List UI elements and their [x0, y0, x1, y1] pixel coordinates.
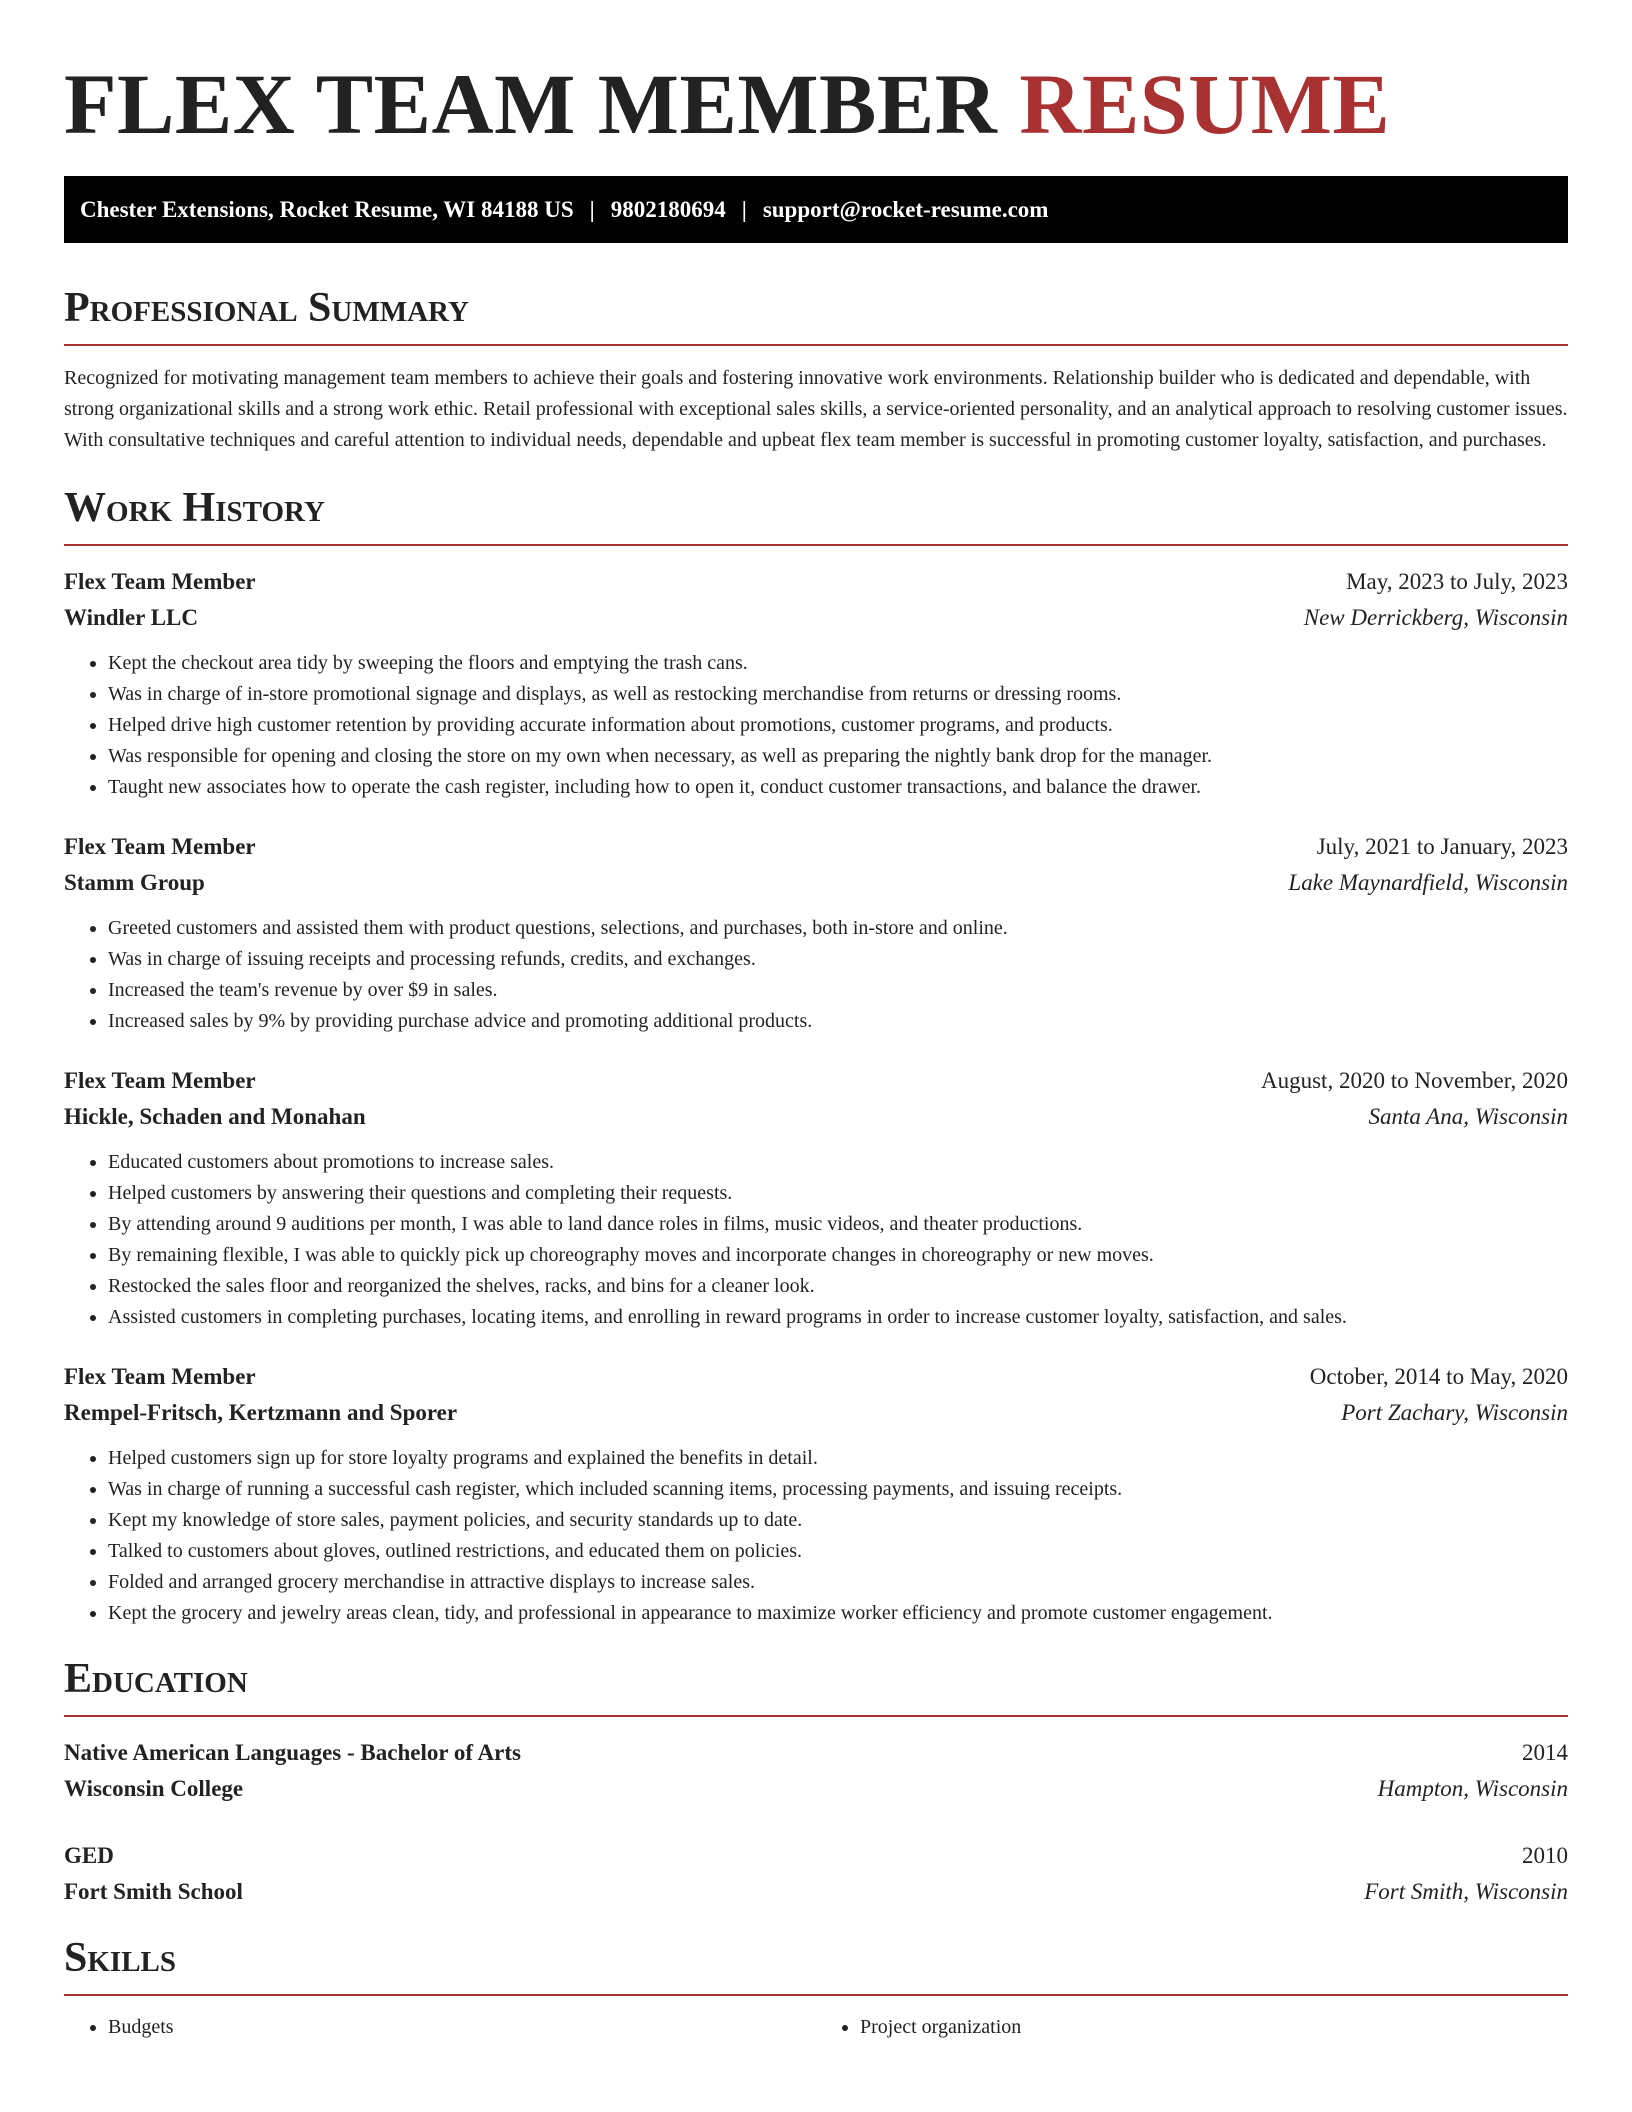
education-school: Wisconsin College	[64, 1776, 244, 1801]
education-section	[64, 1655, 1568, 1910]
job-bullet: • By remaining flexible, I was able to quickly pick up choreography moves and incorporate changes in choreography or new moves.	[108, 1240, 1568, 1271]
section-heading-education: Education	[64, 1656, 248, 1702]
education-school: Fort Smith School	[64, 1879, 243, 1904]
job-dates: October, 2014 to May, 2020	[1309, 1364, 1568, 1389]
job-entry	[64, 829, 1568, 1037]
job-bullet: • Helped customers sign up for store loyalty programs and explained the benefits in detail.	[108, 1443, 1568, 1474]
education-year: 2014	[1522, 1740, 1568, 1765]
section-divider	[64, 344, 1568, 346]
job-company: Stamm Group	[64, 870, 205, 895]
job-location: Lake Maynardfield, Wisconsin	[1288, 870, 1568, 895]
contact-bar	[64, 176, 1568, 243]
job-location: Santa Ana, Wisconsin	[1368, 1104, 1568, 1129]
contact-email: support@rocket-resume.com	[762, 196, 1049, 222]
job-bullet: • Taught new associates how to operate the cash register, including how to open it, conduct customer transactions, and balance the drawer.	[108, 772, 1568, 803]
contact-separator: |	[741, 196, 747, 222]
job-bullet: • Kept my knowledge of store sales, payment policies, and security standards up to date.	[108, 1505, 1568, 1536]
job-title: Flex Team Member	[64, 1364, 256, 1389]
job-bullet: • Was in charge of issuing receipts and processing refunds, credits, and exchanges.	[108, 944, 1568, 975]
job-bullet: • Kept the grocery and jewelry areas clean, tidy, and professional in appearance to maximize worker efficiency and promote customer engagement.	[108, 1598, 1568, 1629]
job-location: New Derrickberg, Wisconsin	[1303, 605, 1568, 630]
contact-address: Chester Extensions, Rocket Resume, WI 84188 US	[80, 196, 574, 222]
job-company: Hickle, Schaden and Monahan	[64, 1104, 366, 1129]
job-bullet: • Increased sales by 9% by providing purchase advice and promoting additional products.	[108, 1006, 1568, 1037]
job-entry	[64, 1359, 1568, 1629]
job-company: Windler LLC	[64, 605, 198, 630]
resume-title	[64, 0, 1568, 152]
skills-column-left	[64, 2012, 816, 2042]
job-bullet: • Assisted customers in completing purchases, locating items, and enrolling in reward programs in order to increase customer loyalty, satisfaction, and sales.	[108, 1302, 1568, 1333]
skill-item: • Budgets	[108, 2012, 816, 2042]
job-bullet: • Was in charge of running a successful cash register, which included scanning items, processing payments, and issuing receipts.	[108, 1474, 1568, 1505]
education-degree: Native American Languages - Bachelor of Arts	[64, 1740, 521, 1765]
contact-separator: |	[589, 196, 595, 222]
job-bullet: • Kept the checkout area tidy by sweeping the floors and emptying the trash cans.	[108, 648, 1568, 679]
skills-section	[64, 1934, 1568, 2042]
job-bullet: • By attending around 9 auditions per month, I was able to land dance roles in films, music videos, and theater productions.	[108, 1209, 1568, 1240]
job-bullet: • Helped drive high customer retention by providing accurate information about promotions, customer programs, and products.	[108, 710, 1568, 741]
job-bullets	[64, 1147, 1568, 1333]
skills-column-right	[816, 2012, 1568, 2042]
skill-item: • Project organization	[860, 2012, 1568, 2042]
section-heading-work-history: Work History	[64, 485, 325, 531]
job-bullet: • Folded and arranged grocery merchandise in attractive displays to increase sales.	[108, 1567, 1568, 1598]
job-bullet: • Helped customers by answering their questions and completing their requests.	[108, 1178, 1568, 1209]
job-bullet: • Restocked the sales floor and reorganized the shelves, racks, and bins for a cleaner look.	[108, 1271, 1568, 1302]
job-bullet: • Increased the team's revenue by over $9 in sales.	[108, 975, 1568, 1006]
contact-phone: 9802180694	[610, 196, 726, 222]
job-entry	[64, 564, 1568, 803]
job-bullet: • Was in charge of in-store promotional signage and displays, as well as restocking merchandise from returns or dressing rooms.	[108, 679, 1568, 710]
job-bullets	[64, 913, 1568, 1037]
job-bullet: • Was responsible for opening and closing the store on my own when necessary, as well as preparing the nightly bank drop for the manager.	[108, 741, 1568, 772]
job-dates: May, 2023 to July, 2023	[1346, 569, 1568, 594]
job-dates: August, 2020 to November, 2020	[1261, 1068, 1568, 1093]
section-heading-summary: Professional Summary	[64, 285, 469, 331]
section-divider	[64, 1994, 1568, 1996]
section-divider	[64, 544, 1568, 546]
job-bullet: • Talked to customers about gloves, outlined restrictions, and educated them on policies.	[108, 1536, 1568, 1567]
job-bullets	[64, 1443, 1568, 1629]
job-entry	[64, 1063, 1568, 1333]
job-bullet: • Greeted customers and assisted them with product questions, selections, and purchases, both in-store and online.	[108, 913, 1568, 944]
section-divider	[64, 1715, 1568, 1717]
skills-list	[64, 2012, 1568, 2042]
title-accent: RESUME	[1019, 56, 1391, 152]
job-bullets	[64, 648, 1568, 803]
summary-section	[64, 284, 1568, 456]
education-location: Fort Smith, Wisconsin	[1364, 1879, 1568, 1904]
job-title: Flex Team Member	[64, 1068, 256, 1093]
section-heading-skills: Skills	[64, 1935, 177, 1981]
job-title: Flex Team Member	[64, 569, 256, 594]
education-location: Hampton, Wisconsin	[1377, 1776, 1568, 1801]
job-dates: July, 2021 to January, 2023	[1316, 834, 1568, 859]
education-year: 2010	[1522, 1843, 1568, 1868]
work-history-section	[64, 484, 1568, 1629]
education-entry	[64, 1838, 1568, 1910]
title-main: FLEX TEAM MEMBER	[64, 56, 998, 152]
job-company: Rempel-Fritsch, Kertzmann and Sporer	[64, 1400, 458, 1425]
education-entry	[64, 1735, 1568, 1807]
education-degree: GED	[64, 1843, 114, 1868]
job-bullet: • Educated customers about promotions to increase sales.	[108, 1147, 1568, 1178]
job-title: Flex Team Member	[64, 834, 256, 859]
job-location: Port Zachary, Wisconsin	[1341, 1400, 1568, 1425]
summary-text: Recognized for motivating management team members to achieve their goals and fostering innovative work environments. Relationship builder who is dedicated and dependable, with strong organizational skills and a strong work ethic. Retail professional with exceptional sales skills, a service-oriented personality, and an analytical approach to resolving customer issues. With consultative techniques and careful attention to individual needs, dependable and upbeat flex team member is successful in promoting customer loyalty, satisfaction, and purchases.	[64, 367, 1568, 451]
